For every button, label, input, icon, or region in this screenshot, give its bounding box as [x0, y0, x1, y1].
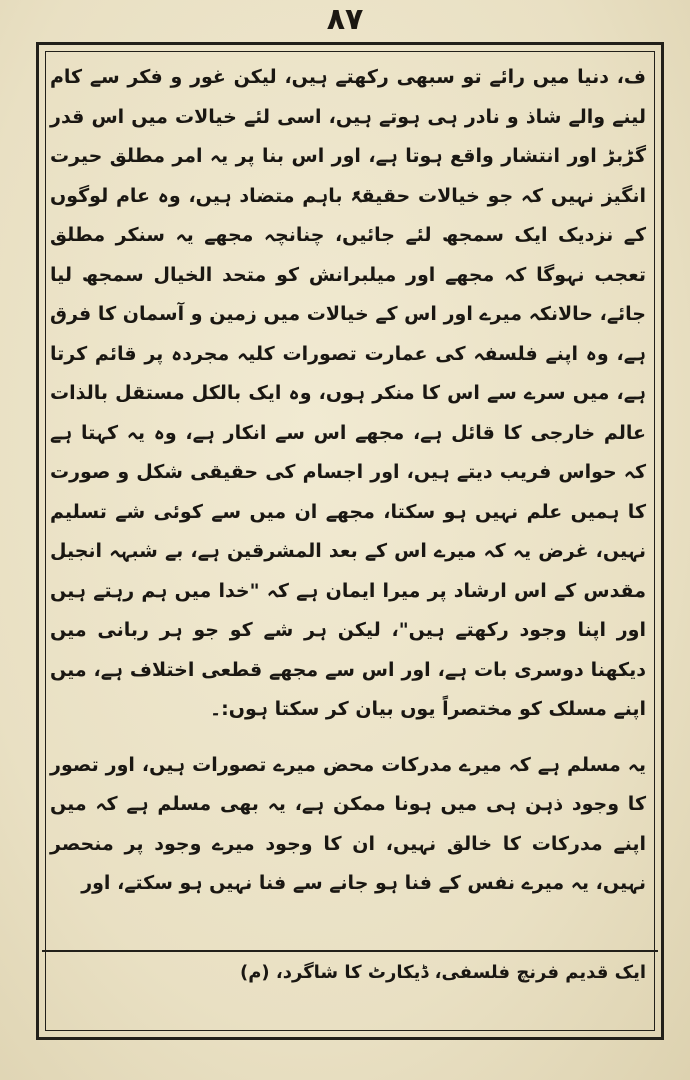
footnote-divider	[42, 950, 658, 952]
page-number: ۸۷	[326, 2, 364, 37]
paragraph: یہ مسلم ہے کہ میرے مدرکات محض میرے تصورات ہیں، اور تصور کا وجود ذہن ہی میں ہونا ممکن ہے، یہ بھی مسلم ہے کہ میں اپنے مدرکات کا خالق نہیں، ان کا وجود میرے وجود پر منحصر نہیں، یہ میرے نفس کے فنا ہو جانے سے فنا نہیں ہو سکتے، اور	[50, 753, 646, 894]
body-text	[50, 58, 646, 904]
paragraph-spacer	[50, 730, 646, 746]
footnote: ایک قدیم فرنچ فلسفی، ڈیکارٹ کا شاگرد، (م)	[240, 962, 646, 983]
paragraph: ف، دنیا میں رائے تو سبھی رکھتے ہیں، لیکن غور و فکر سے کام لینے والے شاذ و نادر ہی ہوتے ہیں، اسی لئے خیالات میں اس قدر گڑبڑ اور انتشار واقع ہوتا ہے، اور اس بنا پر یہ امر مطلق حیرت انگیز نہیں کہ جو خیالات حقیقۃً باہم متضاد ہیں، وہ عام لوگوں کے نزدیک ایک سمجھ لئے جائیں، چنانچہ مجھے یہ سنکر مطلق تعجب نہوگا کہ مجھے اور میلبرانش کو متحد الخیال سمجھ لیا جائے، حالانکہ میرے اور اس کے خیالات میں زمین و آسمان کا فرق ہے، وہ اپنے فلسفہ کی عمارت تصورات کلیہ مجردہ پر قائم کرتا ہے، میں سرے سے اس کا منکر ہوں، وہ ایک بالکل مستقل بالذات عالم خارجی کا قائل ہے، مجھے اس سے انکار ہے، وہ یہ کہتا ہے کہ حواس فریب دیتے ہیں، اور اجسام کی حقیقی شکل و صورت کا ہمیں علم نہیں ہو سکتا، مجھے ان میں سے کوئی شے تسلیم نہیں، غرض یہ کہ میرے اس کے بعد المشرقین ہے، بے شبہہ انجیل مقدس کے اس ارشاد پر میرا ایمان ہے کہ "خدا میں ہم رہتے ہیں اور اپنا وجود رکھتے ہیں"، لیکن ہر شے کو جو ہر ربانی میں دیکھنا دوسری بات ہے، اور اس سے مجھے قطعی اختلاف ہے، میں اپنے مسلک کو مختصراً یوں بیان کر سکتا ہوں:۔	[50, 66, 646, 720]
